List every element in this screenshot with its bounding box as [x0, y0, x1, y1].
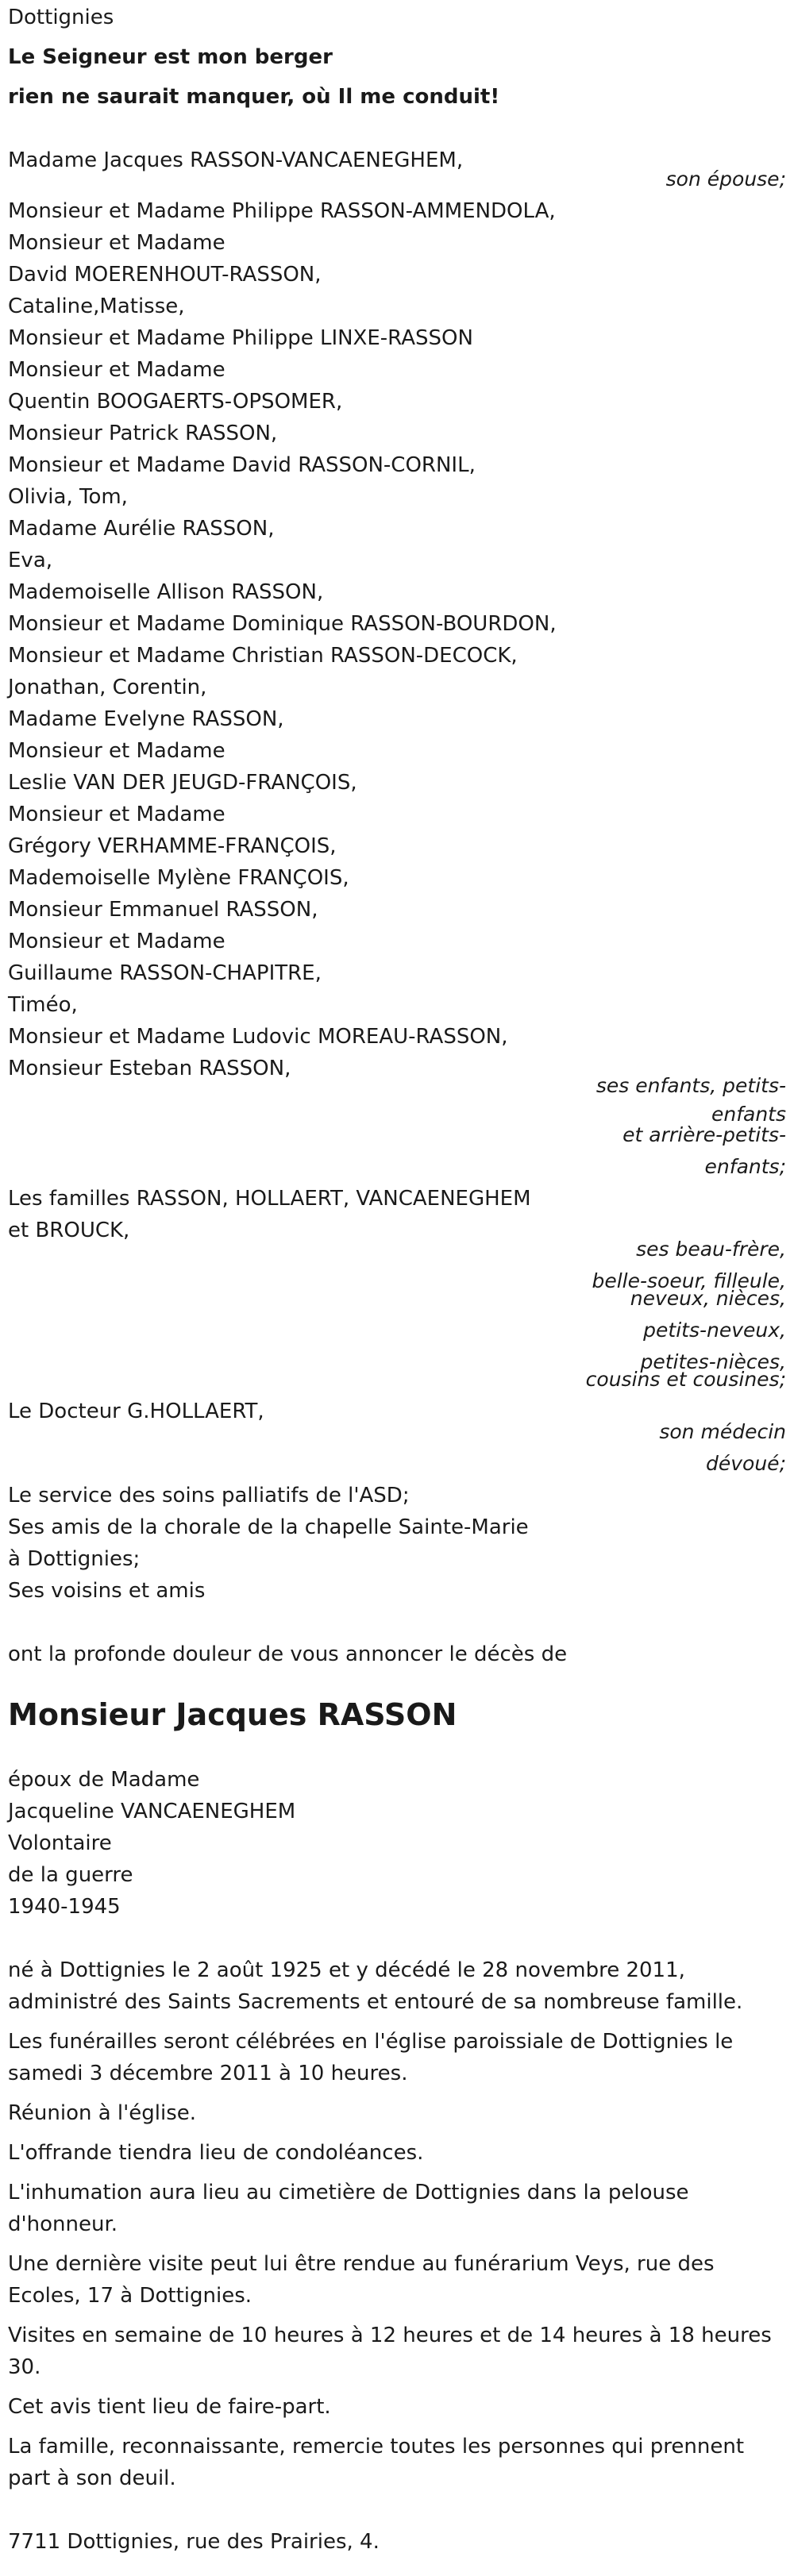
others-line: Ses amis de la chorale de la chapelle Sainte-Marie	[8, 1515, 529, 1539]
children-line: Leslie VAN DER JEUGD-FRANÇOIS,	[8, 771, 357, 795]
others-line: à Dottignies;	[8, 1547, 141, 1571]
children-line: Monsieur Patrick RASSON,	[8, 422, 278, 445]
paragraph-line: Les funérailles seront célébrées en l'église paroissiale de Dottignies le	[8, 2030, 734, 2054]
children-line: Monsieur Esteban RASSON,	[8, 1057, 291, 1080]
families-role-line: petits-neveux,	[643, 1319, 786, 1342]
children-line: Monsieur et Madame Philippe LINXE-RASSON	[8, 326, 473, 350]
children-line: Monsieur et Madame David RASSON-CORNIL,	[8, 453, 476, 477]
paragraph-line: L'inhumation aura lieu au cimetière de Dottignies dans la pelouse	[8, 2181, 689, 2204]
paragraph-line: né à Dottignies le 2 août 1925 et y décédé le 28 novembre 2011,	[8, 1958, 685, 1982]
children-role-line: enfants;	[704, 1155, 786, 1178]
children-line: Madame Aurélie RASSON,	[8, 517, 275, 541]
families-role-line: belle-soeur, filleule,	[592, 1269, 786, 1292]
children-line: Monsieur et Madame Philippe RASSON-AMMENDOLA,	[8, 199, 556, 223]
children-role-line: enfants	[711, 1103, 786, 1126]
children-line: Monsieur et Madame	[8, 930, 225, 953]
paragraph-line: Visites en semaine de 10 heures à 12 heures et de 14 heures à 18 heures	[8, 2324, 772, 2347]
verse-line-2: rien ne saurait manquer, où Il me conduit!	[8, 85, 500, 109]
children-line: David MOERENHOUT-RASSON,	[8, 263, 322, 287]
announcement: ont la profonde douleur de vous annoncer le décès de	[8, 1642, 568, 1666]
children-line: Guillaume RASSON-CHAPITRE,	[8, 961, 322, 985]
children-line: Quentin BOOGAERTS-OPSOMER,	[8, 390, 343, 414]
families-role-line: cousins et cousines;	[585, 1368, 786, 1391]
doctor-name: Le Docteur G.HOLLAERT,	[8, 1400, 264, 1423]
families-line: Les familles RASSON, HOLLAERT, VANCAENEGHEM	[8, 1187, 531, 1211]
paragraph-line: Cet avis tient lieu de faire-part.	[8, 2395, 331, 2419]
paragraph-line: Une dernière visite peut lui être rendue au funérarium Veys, rue des	[8, 2252, 715, 2276]
children-line: Monsieur et Madame	[8, 358, 225, 382]
detail-line: Volontaire	[8, 1831, 112, 1855]
detail-line: de la guerre	[8, 1863, 133, 1887]
children-line: Jonathan, Corentin,	[8, 676, 207, 699]
children-role-line: ses enfants, petits-	[596, 1074, 786, 1097]
families-role-line: petites-nièces,	[640, 1350, 786, 1373]
doctor-role-line: son médecin	[659, 1420, 786, 1443]
paragraph-line: Réunion à l'église.	[8, 2101, 197, 2125]
spouse-role: son épouse;	[665, 167, 786, 191]
children-line: Monsieur et Madame Dominique RASSON-BOURDON,	[8, 612, 557, 636]
paragraph-line: d'honneur.	[8, 2212, 118, 2236]
detail-line: époux de Madame	[8, 1768, 200, 1792]
children-role-line: et arrière-petits-	[622, 1123, 786, 1146]
children-line: Monsieur et Madame Ludovic MOREAU-RASSON,	[8, 1025, 508, 1049]
paragraph-line: La famille, reconnaissante, remercie toutes les personnes qui prennent	[8, 2435, 745, 2459]
children-line: Monsieur et Madame	[8, 231, 225, 255]
detail-line: Jacqueline VANCAENEGHEM	[8, 1800, 296, 1823]
address: 7711 Dottignies, rue des Prairies, 4.	[8, 2530, 380, 2554]
verse-line-1: Le Seigneur est mon berger	[8, 45, 333, 69]
spouse-name: Madame Jacques RASSON-VANCAENEGHEM,	[8, 148, 464, 172]
children-line: Cataline,Matisse,	[8, 295, 185, 318]
paragraph-line: samedi 3 décembre 2011 à 10 heures.	[8, 2062, 408, 2085]
children-line: Mademoiselle Allison RASSON,	[8, 580, 324, 604]
families-role-line: ses beau-frère,	[636, 1238, 786, 1261]
others-line: Le service des soins palliatifs de l'ASD;	[8, 1484, 410, 1507]
town-header: Dottignies	[8, 6, 114, 29]
children-line: Mademoiselle Mylène FRANÇOIS,	[8, 866, 349, 890]
deceased-name: Monsieur Jacques RASSON	[8, 1697, 457, 1732]
paragraph-line: administré des Saints Sacrements et entouré de sa nombreuse famille.	[8, 1990, 743, 2014]
children-line: Monsieur et Madame	[8, 803, 225, 826]
paragraph-line: 30.	[8, 2355, 41, 2379]
children-line: Eva,	[8, 549, 53, 572]
families-line: et BROUCK,	[8, 1219, 130, 1242]
paragraph-line: Ecoles, 17 à Dottignies.	[8, 2284, 252, 2308]
paragraph-line: L'offrande tiendra lieu de condoléances.	[8, 2141, 424, 2165]
doctor-role-line: dévoué;	[706, 1452, 786, 1475]
paragraph-line: part à son deuil.	[8, 2466, 176, 2490]
children-line: Grégory VERHAMME-FRANÇOIS,	[8, 834, 337, 858]
others-line: Ses voisins et amis	[8, 1579, 206, 1603]
children-line: Monsieur Emmanuel RASSON,	[8, 898, 318, 922]
children-line: Madame Evelyne RASSON,	[8, 707, 284, 731]
children-line: Monsieur et Madame Christian RASSON-DECOCK,	[8, 644, 518, 668]
children-line: Monsieur et Madame	[8, 739, 225, 763]
detail-line: 1940-1945	[8, 1895, 121, 1919]
children-line: Olivia, Tom,	[8, 485, 128, 509]
families-role-line: neveux, nièces,	[630, 1287, 786, 1310]
children-line: Timéo,	[8, 993, 78, 1017]
